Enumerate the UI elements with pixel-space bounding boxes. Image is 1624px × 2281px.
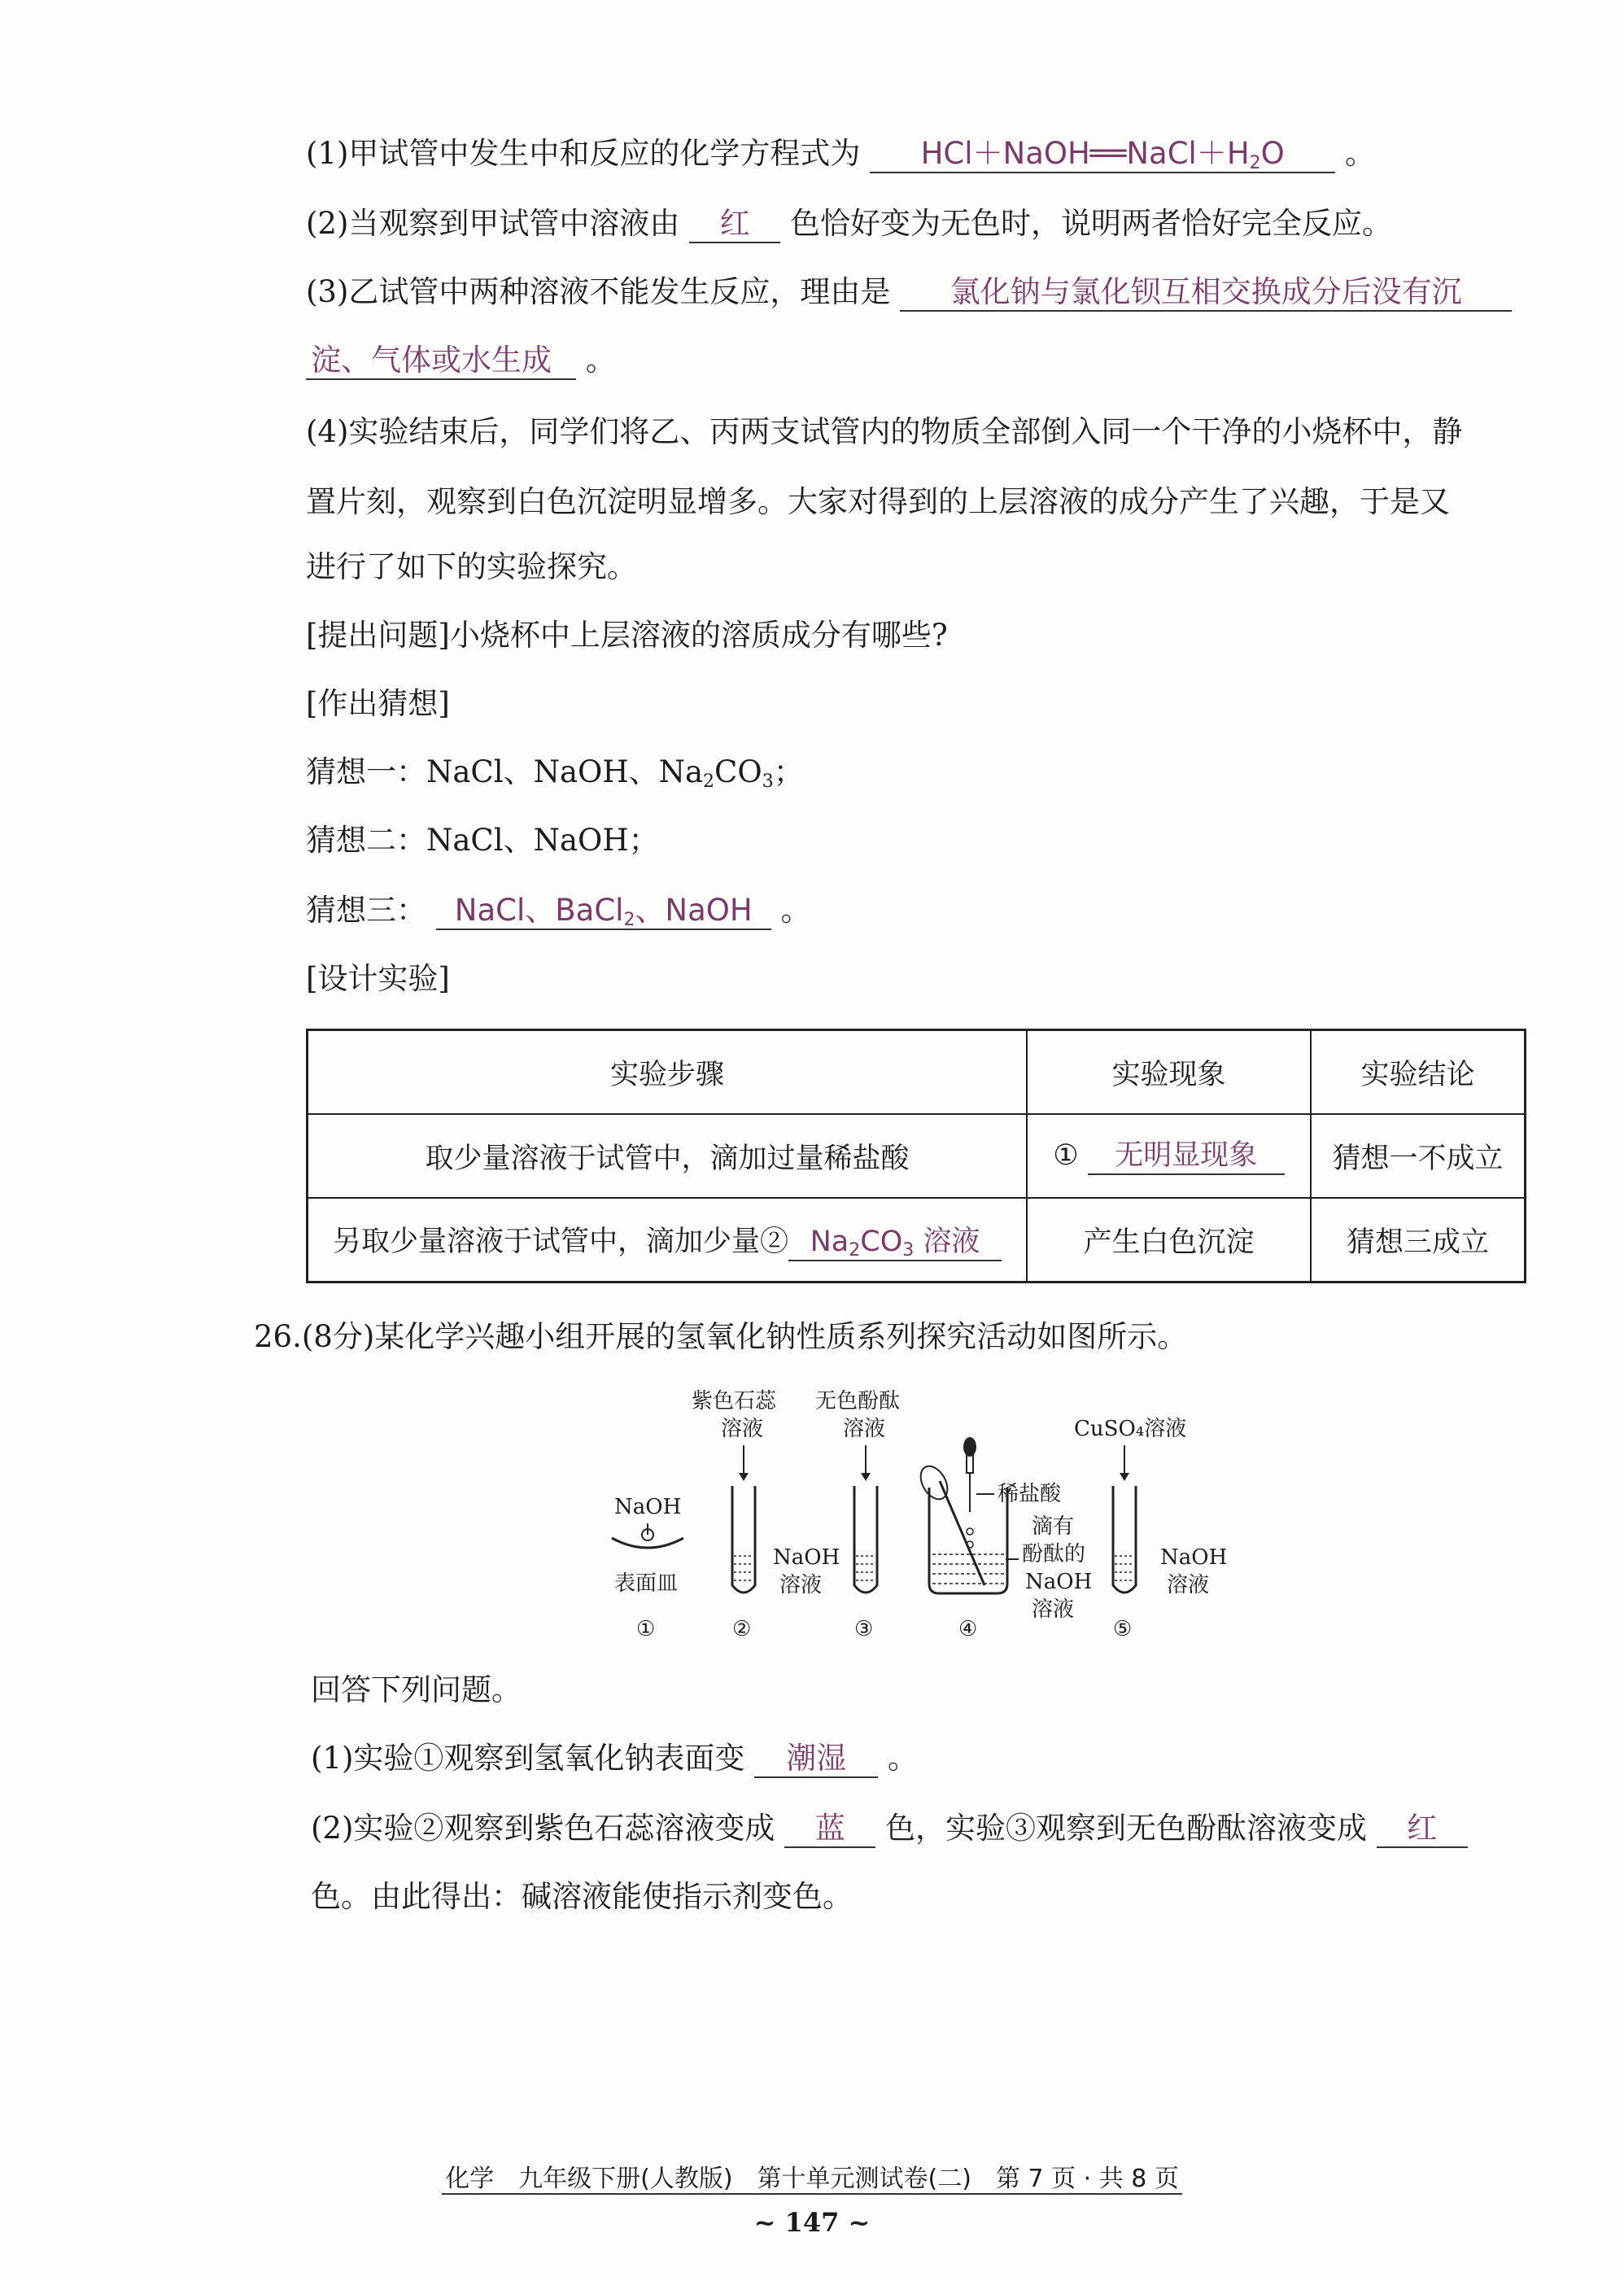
p2-answer2-blank: 红 xyxy=(1377,1811,1468,1848)
q4-line3: 进行了如下的实验探究。 xyxy=(306,549,637,584)
cuso4-tube-diagram xyxy=(1074,1417,1227,1597)
table-row xyxy=(308,1198,1526,1283)
reagent-answer-blank: $Na_2CO_3$ 溶液 xyxy=(788,1224,1002,1261)
p2-line1: (2)实验②观察到紫色石蕊溶液变成 蓝 色，实验③观察到无色酚酞溶液变成 红 xyxy=(311,1808,1468,1849)
phenomenon-answer-blank: 无明显现象 xyxy=(1088,1138,1285,1175)
svg-text:NaOH: NaOH xyxy=(773,1545,840,1570)
q3-answer-line2: 淀、气体或水生成 xyxy=(306,343,576,380)
p2-answer1-blank: 蓝 xyxy=(784,1811,875,1848)
table-header-row xyxy=(308,1030,1526,1115)
svg-text:溶液: 溶液 xyxy=(721,1417,764,1441)
q2-answer-blank: 红 xyxy=(689,206,780,243)
footer-info: 化学 九年级下册(人教版) 第十单元测试卷(二) 第 7 页 · 共 8 页 xyxy=(0,2158,1624,2194)
svg-text:滴有: 滴有 xyxy=(1032,1514,1075,1539)
svg-text:CuSO₄溶液: CuSO₄溶液 xyxy=(1074,1417,1187,1441)
q2-prefix: (2)当观察到甲试管中溶液由 xyxy=(306,206,680,241)
svg-text:溶液: 溶液 xyxy=(843,1417,886,1441)
q2-line xyxy=(306,203,1392,244)
svg-text:溶液: 溶液 xyxy=(1167,1573,1210,1597)
answer-intro: 回答下列问题。 xyxy=(311,1672,522,1707)
watch-glass-diagram xyxy=(612,1495,683,1596)
q3-answer-line1: 氯化钠与氯化钡互相交换成分后没有沉 xyxy=(900,274,1512,312)
svg-text:NaOH: NaOH xyxy=(1160,1545,1228,1570)
p1-line: (1)实验①观察到氢氧化钠表面变 潮湿 。 xyxy=(311,1738,918,1779)
experiment-figure xyxy=(570,1383,1269,1652)
guess-header: [作出猜想] xyxy=(306,686,450,721)
q4-line2: 置片刻，观察到白色沉淀明显增多。大家对得到的上层溶液的成分产生了兴趣，于是又 xyxy=(306,484,1450,519)
svg-text:溶液: 溶液 xyxy=(779,1573,823,1597)
p2-line2: 色。由此得出：碱溶液能使指示剂变色。 xyxy=(311,1879,853,1914)
figure-number: ④ xyxy=(958,1617,978,1641)
figure-number: ⑤ xyxy=(1113,1617,1133,1641)
table-header: 实验结论 xyxy=(1311,1030,1526,1115)
figure-number: ③ xyxy=(854,1617,874,1641)
question-raised: [提出问题]小烧杯中上层溶液的溶质成分有哪些? xyxy=(306,618,948,653)
table-cell: 另取少量溶液于试管中，滴加少量② $Na_2CO_3$ 溶液 xyxy=(308,1198,1028,1283)
figure-number: ② xyxy=(732,1617,752,1641)
table-header: 实验现象 xyxy=(1027,1030,1311,1115)
experiment-table xyxy=(306,1029,1526,1283)
page-number: ~ 147 ~ xyxy=(753,2207,871,2238)
svg-text:紫色石蕊: 紫色石蕊 xyxy=(692,1389,777,1414)
hcl-label: 稀盐酸 xyxy=(998,1482,1062,1506)
q3-line1 xyxy=(306,272,1512,312)
table-header: 实验步骤 xyxy=(308,1030,1028,1115)
q4-line1: (4)实验结束后，同学们将乙、丙两支试管内的物质全部倒入同一个干净的小烧杯中，静 xyxy=(306,414,1463,449)
table-cell: 取少量溶液于试管中，滴加过量稀盐酸 xyxy=(308,1114,1028,1198)
q3-line2 xyxy=(306,340,616,381)
figure-number: ① xyxy=(636,1617,656,1641)
q1-answer-blank: $HCl+NaOH══NaCl+H_2O$ xyxy=(870,136,1335,173)
dish-label: 表面皿 xyxy=(614,1571,679,1596)
q1-suffix: 。 xyxy=(1344,136,1375,171)
svg-text:酚酞的: 酚酞的 xyxy=(1022,1542,1086,1567)
q1-line xyxy=(306,133,1375,174)
q1-prefix: (1)甲试管中发生中和反应的化学方程式为 xyxy=(306,136,861,171)
table-row xyxy=(308,1114,1526,1198)
litmus-tube-diagram xyxy=(692,1389,840,1597)
guess3: 猜想三： NaCl、BaCl$_2$、NaOH 。 xyxy=(306,893,811,930)
p1-answer-blank: 潮湿 xyxy=(754,1741,878,1778)
guess3-answer-blank: NaCl、BaCl$_2$、NaOH xyxy=(436,893,771,930)
svg-text:NaOH: NaOH xyxy=(1025,1570,1093,1594)
q26-title: 26.(8分)某化学兴趣小组开展的氢氧化钠性质系列探究活动如图所示。 xyxy=(254,1319,1188,1354)
guess2: 猜想二：NaCl、NaOH； xyxy=(306,823,659,858)
table-cell: ① 无明显现象 xyxy=(1027,1114,1311,1198)
q2-suffix: 色恰好变为无色时，说明两者恰好完全反应。 xyxy=(789,206,1392,241)
beaker-diagram xyxy=(915,1437,1092,1622)
design-header: [设计实验] xyxy=(306,961,450,996)
table-cell: 猜想三成立 xyxy=(1311,1198,1526,1283)
svg-text:溶液: 溶液 xyxy=(1032,1597,1075,1622)
q3-suffix: 。 xyxy=(585,343,616,378)
table-cell: 猜想一不成立 xyxy=(1311,1114,1526,1198)
guess1: 猜想一：NaCl、NaOH、$Na_2CO_3$； xyxy=(306,754,804,792)
table-cell: 产生白色沉淀 xyxy=(1027,1198,1311,1283)
q3-prefix: (3)乙试管中两种溶液不能发生反应，理由是 xyxy=(306,274,891,309)
naoh-solid-label: NaOH xyxy=(614,1495,682,1519)
svg-text:无色酚酞: 无色酚酞 xyxy=(815,1389,901,1414)
